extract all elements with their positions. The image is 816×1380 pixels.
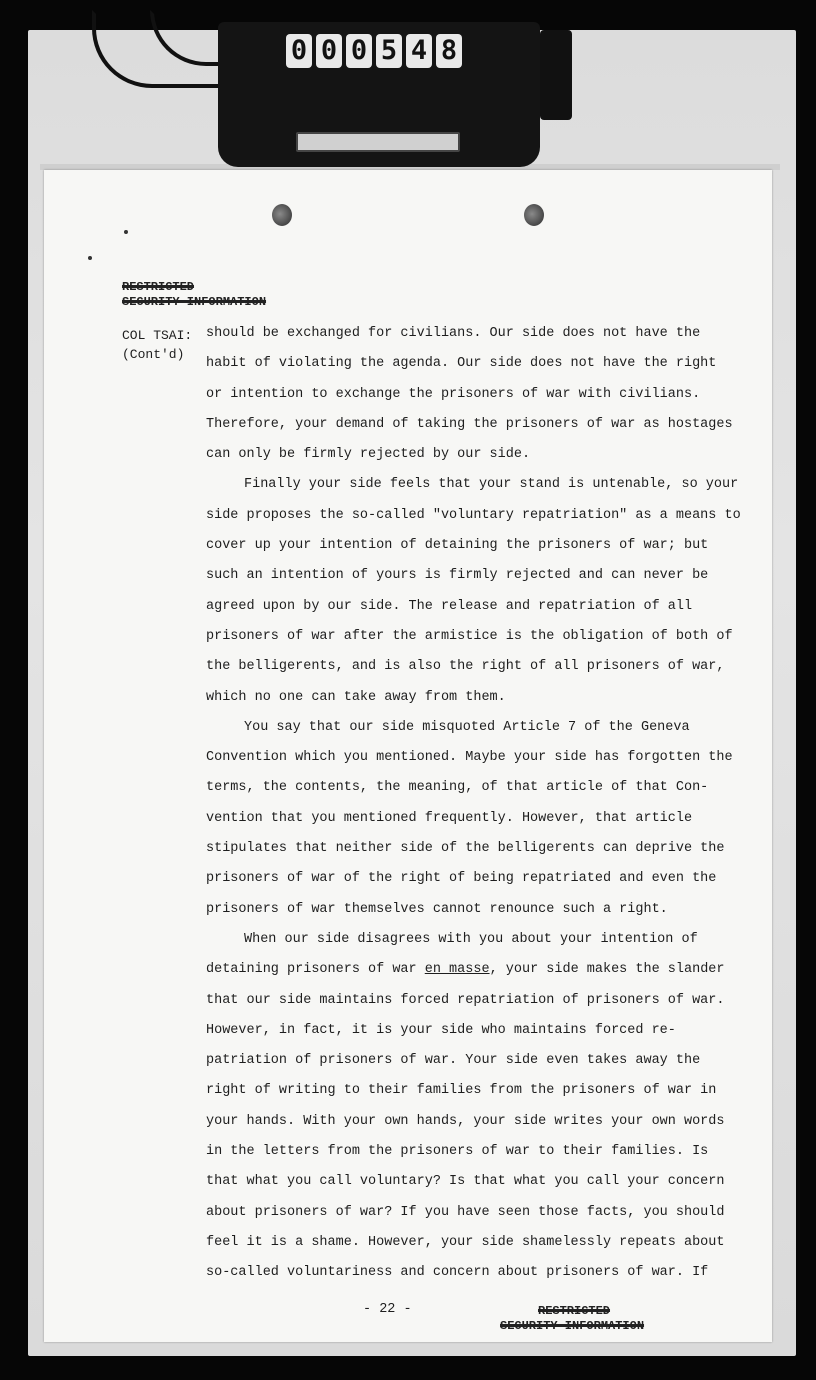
punch-hole-left [272,204,292,226]
text-line: that our side maintains forced repatriation of prisoners of war. [206,992,725,1008]
speaker-continued: (Cont'd) [122,347,185,362]
text-line: so-called voluntariness and concern about prisoners of war. If [206,1265,709,1281]
text-line: feel it is a shame. However, your side shamelessly repeats about [206,1234,725,1250]
underlined-phrase: en masse [424,962,490,978]
text-line: Finally your side feels that your stand is untenable, so your [244,477,739,493]
counter-digit: 4 [406,34,432,68]
text-line: You say that our side misquoted Article 7 of the Geneva [244,719,690,735]
page-number: - 22 - [363,1302,412,1317]
text-line: such an intention of yours is firmly rejected and can never be [206,568,709,584]
speaker-name: COL TSAI: [122,328,193,343]
counter-knob [540,30,572,120]
text-line: habit of violating the agenda. Our side does not have the right [206,356,717,372]
text-line: prisoners of war themselves cannot renounce such a right. [206,901,668,917]
text-line: in the letters from the prisoners of war to their families. Is [206,1144,709,1160]
header-classification-security: SECURITY INFORMATION [122,295,267,309]
frame-counter [218,22,540,167]
text-line: or intention to exchange the prisoners of war with civilians. [206,386,701,402]
text-line: side proposes the so-called "voluntary repatriation" as a means to [206,507,741,523]
text-line: However, in fact, it is your side who maintains forced re- [206,1022,676,1038]
text-segment: detaining prisoners of war [206,962,425,978]
counter-digit: 8 [436,34,462,68]
text-line: prisoners of war after the armistice is the obligation of both of [206,628,733,644]
text-line: that what you call voluntary? Is that what you call your concern [206,1174,725,1190]
text-line: prisoners of war of the right of being repatriated and even the [206,871,717,887]
text-line: When our side disagrees with you about your intention of [244,931,698,947]
dust-speck [88,256,92,260]
text-line: about prisoners of war? If you have seen those facts, you should [206,1204,725,1220]
text-line: the belligerents, and is also the right of all prisoners of war, [206,659,725,675]
text-line: your hands. With your own hands, your side writes your own words [206,1113,725,1129]
text-line [206,959,726,989]
dust-speck [124,230,128,234]
text-segment: , your side makes the slander [489,962,725,978]
counter-digit: 0 [286,34,312,68]
footer-classification-security: SECURITY INFORMATION [500,1319,645,1333]
text-line: terms, the contents, the meaning, of that article of that Con- [206,780,709,796]
text-line: cover up your intention of detaining the prisoners of war; but [206,538,709,554]
text-line: vention that you mentioned frequently. However, that article [206,810,693,826]
text-line: which no one can take away from them. [206,689,506,705]
counter-label-plate [296,132,460,152]
transcript-body [206,323,741,1293]
text-line: Therefore, your demand of taking the prisoners of war as hostages [206,416,733,432]
text-line: should be exchanged for civilians. Our side does not have the [206,326,701,341]
header-classification-restricted: RESTRICTED [122,280,195,294]
counter-digits [286,34,462,68]
counter-digit: 0 [316,34,342,68]
text-line: patriation of prisoners of war. Your side even takes away the [206,1053,701,1069]
text-line: Convention which you mentioned. Maybe your side has forgotten the [206,750,733,766]
text-line: stipulates that neither side of the belligerents can deprive the [206,841,725,857]
footer-classification-restricted: RESTRICTED [538,1304,611,1318]
text-line: agreed upon by our side. The release and repatriation of all [206,598,693,614]
counter-digit: 5 [376,34,402,68]
speaker-label [122,326,192,364]
text-line: right of writing to their families from the prisoners of war in [206,1083,717,1099]
text-line: can only be firmly rejected by our side. [206,447,531,463]
counter-digit: 0 [346,34,372,68]
punch-hole-right [524,204,544,226]
